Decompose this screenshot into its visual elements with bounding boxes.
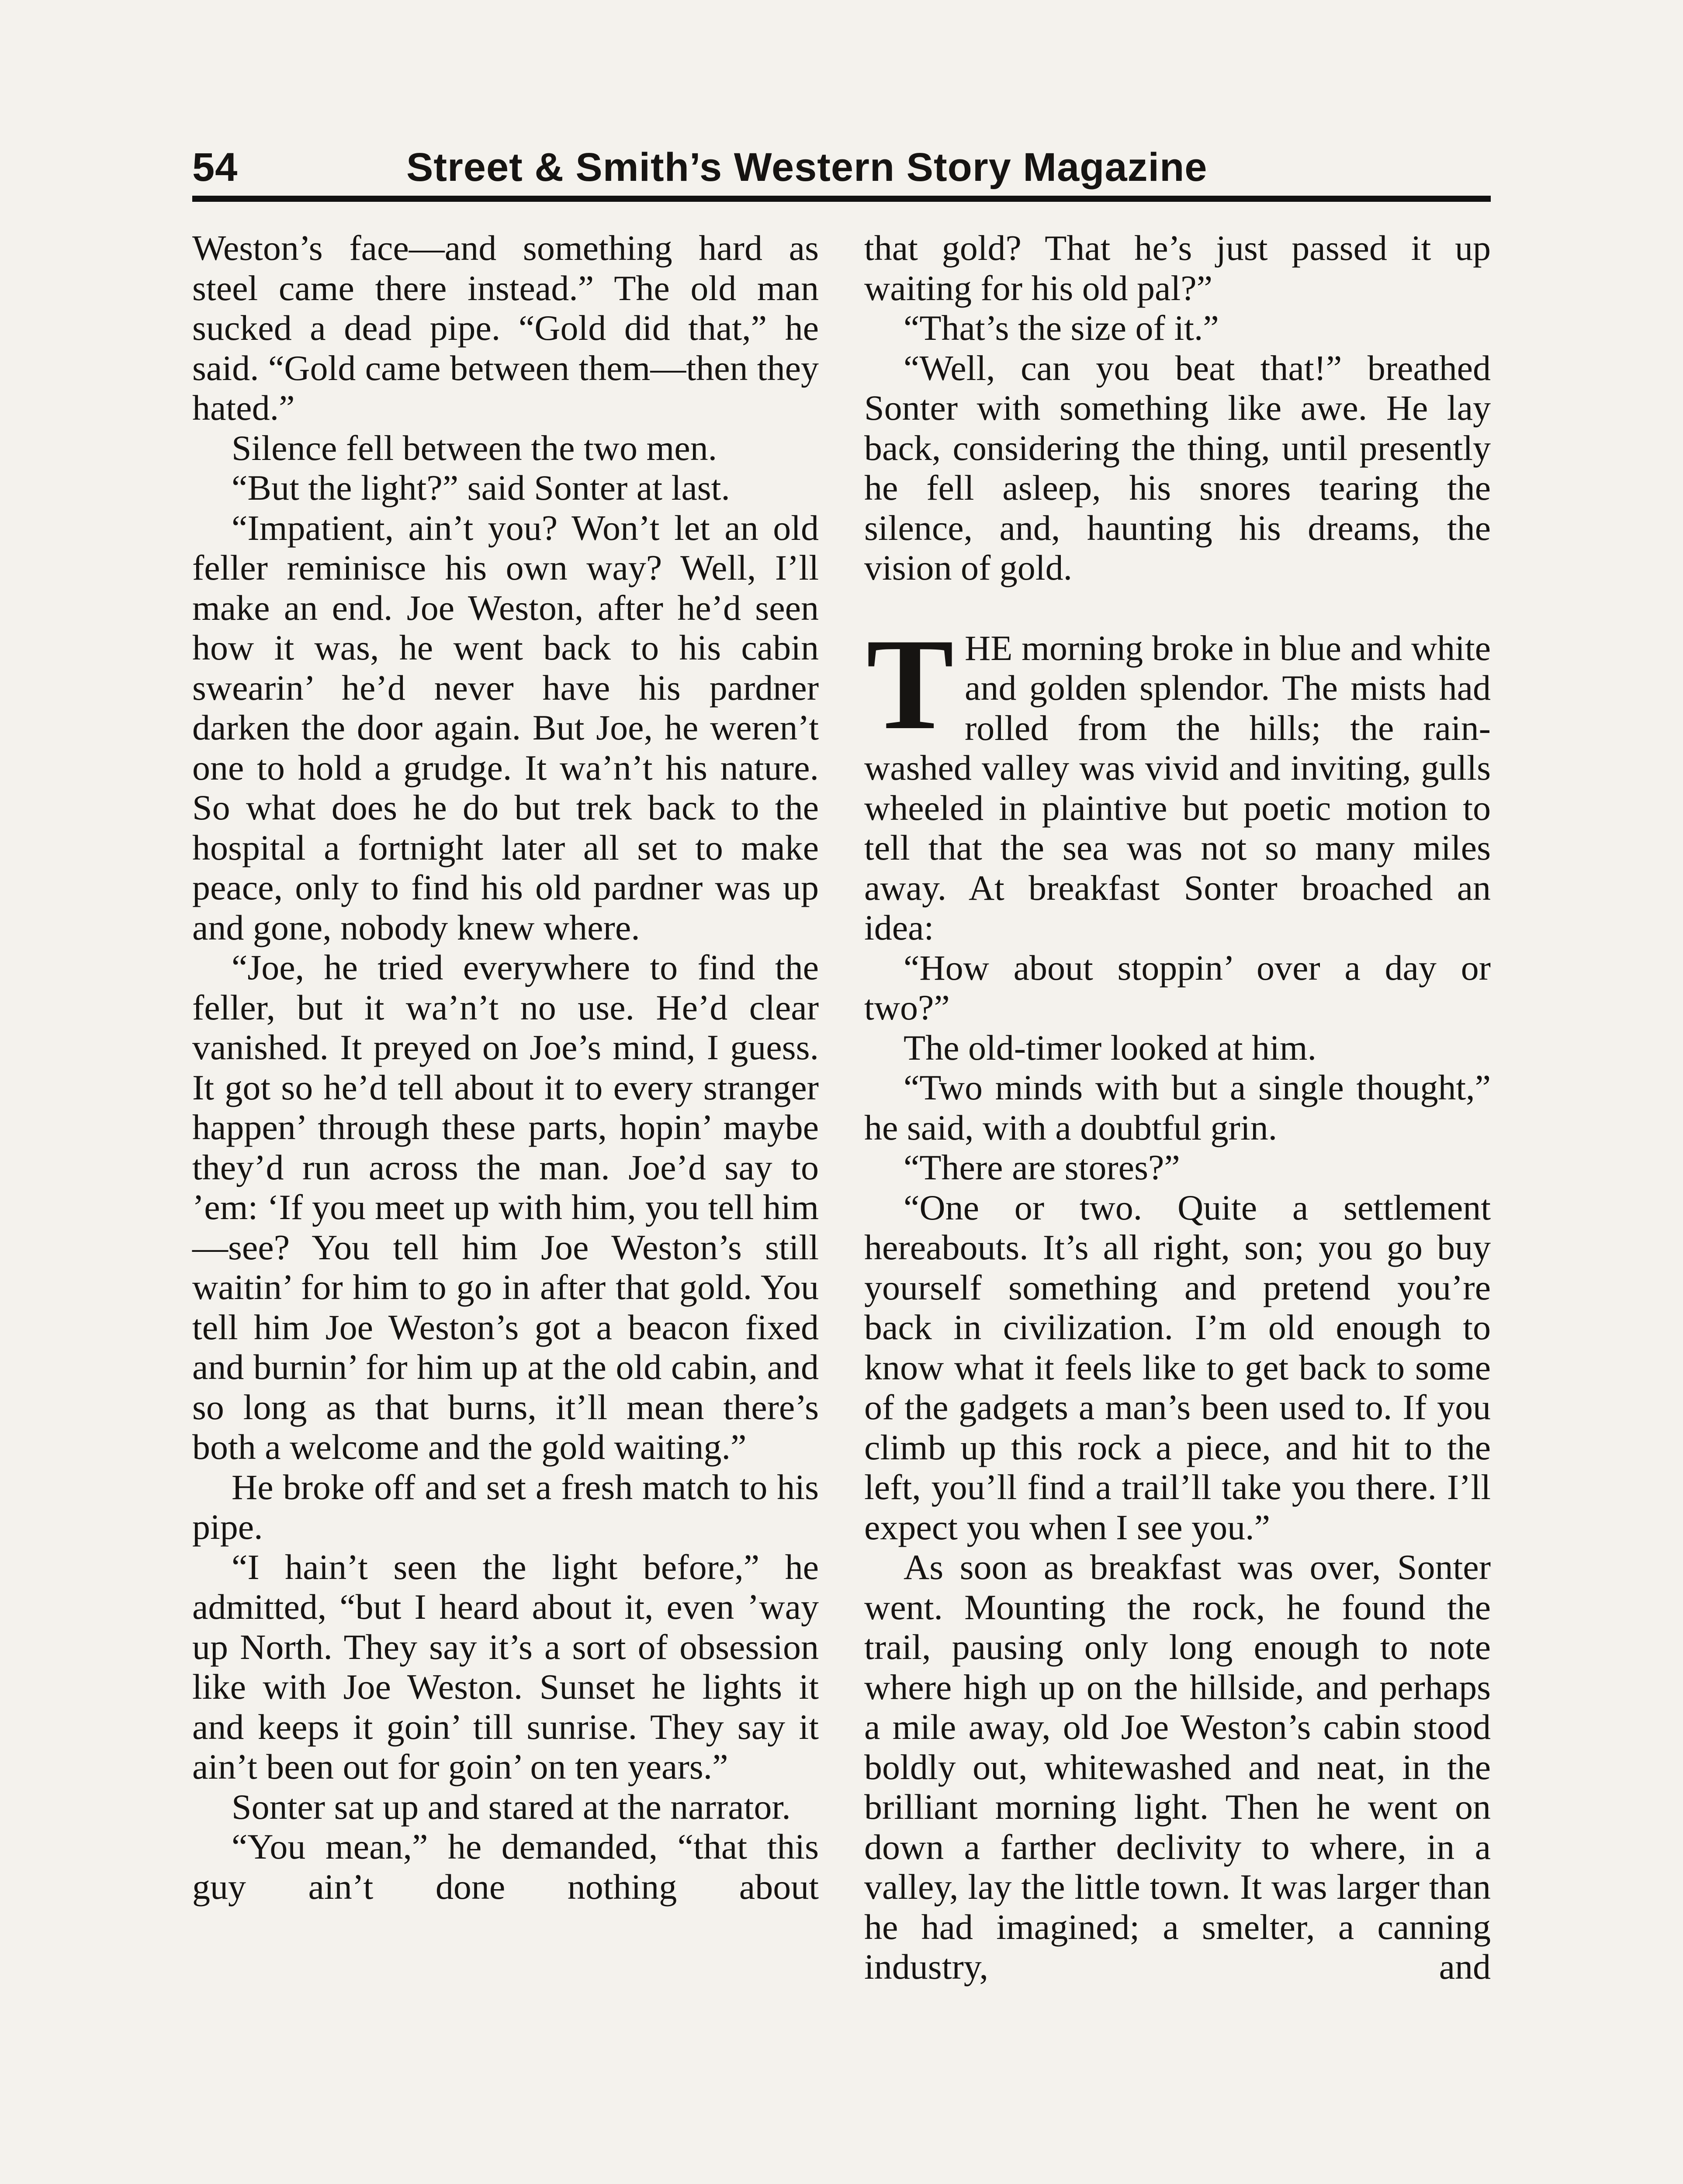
section-opening-text: HE morning broke in blue and white and golden splendor. The mists had rolled from the hills; the rain-washed valley was vivid and inviting, gulls wheeled in plaintive but poetic motion to tell that the sea was not so many miles away. At breakfast Sonter broached an idea: [864, 628, 1491, 947]
paragraph: “Well, can you beat that!” breathed Sonter with something like awe. He lay back, considering the thing, until presently he fell asleep, his snores tearing the silence, and, haunting his dreams, the vision of gold. [864, 348, 1491, 587]
page-number: 54 [192, 145, 238, 190]
right-column [864, 228, 1491, 1987]
paragraph: “Impatient, ain’t you? Won’t let an old feller reminisce his own way? Well, I’ll make an end. Joe Weston, after he’d seen how it was, he went back to his cabin swearin’ he’d never have his pardner darken the door again. But Joe, he weren’t one to hold a grudge. It wa’n’t his nature. So what does he do but trek back to the hospital a fortnight later all set to make peace, only to find his old pardner was up and gone, nobody knew where. [192, 508, 819, 947]
paragraph: that gold? That he’s just passed it up waiting for his old pal?” [864, 228, 1491, 308]
paragraph: “That’s the size of it.” [904, 308, 1219, 348]
paragraph: “There are stores?” [904, 1147, 1180, 1187]
paragraph: Silence fell between the two men. [232, 428, 717, 468]
paragraph: “How about stoppin’ over a day or two?” [864, 947, 1491, 1027]
paragraph: “But the light?” said Sonter at last. [232, 468, 730, 508]
paragraph: “I hain’t seen the light before,” he admitted, “but I heard about it, even ’way up North. They say it’s a sort of obsession like with Joe Weston. Sunset he lights it and keeps it goin’ till sunrise. They say it ain’t been out for goin’ on ten years.” [192, 1547, 819, 1787]
paragraph: “Two minds with but a single thought,” he said, with a doubtful grin. [864, 1068, 1491, 1147]
paragraph: “You mean,” he demanded, “that this guy ain’t done nothing about [192, 1827, 819, 1907]
paragraph: The old-timer looked at him. [904, 1027, 1317, 1068]
running-title: Street & Smith’s Western Story Magazine [406, 145, 1208, 190]
header-rule [192, 196, 1491, 202]
paragraph: Weston’s face—and something hard as steel came there instead.” The old man sucked a dead pipe. “Gold did that,” he said. “Gold came between them—then they hated.” [192, 228, 819, 428]
paragraph: “Joe, he tried everywhere to find the feller, but it wa’n’t no use. He’d clear vanished. It preyed on Joe’s mind, I guess. It got so he’d tell about it to every stranger happen’ through these parts, hopin’ maybe they’d run across the man. Joe’d say to ’em: ‘If you meet up with him, you tell him—see? You tell him Joe Weston’s still waitin’ for him to go in after that gold. You tell him Joe Weston’s got a beacon fixed and burnin’ for him up at the old cabin, and so long as that burns, it’ll mean there’s both a welcome and the gold waiting.” [192, 947, 819, 1467]
paragraph: As soon as breakfast was over, Sonter went. Mounting the rock, he found the trail, pausing only long enough to note where high up on the hillside, and perhaps a mile away, old Joe Weston’s cabin stood boldly out, whitewashed and neat, in the brilliant morning light. Then he went on down a farther declivity to where, in a valley, lay the little town. It was larger than he had imagined; a smelter, a canning industry, and [864, 1547, 1491, 1987]
paragraph: “One or two. Quite a settlement hereabouts. It’s all right, son; you go buy yourself something and pretend you’re back in civilization. I’m old enough to know what it feels like to get back to some of the gadgets a man’s been used to. If you climb up this rock a piece, and hit to the left, you’ll find a trail’ll take you there. I’ll expect you when I see you.” [864, 1187, 1491, 1547]
left-column [192, 228, 819, 1907]
drop-cap: T [866, 611, 954, 757]
section-opening-paragraph [864, 611, 1491, 948]
page-header [192, 139, 1490, 196]
paragraph: Sonter sat up and stared at the narrator. [232, 1787, 791, 1827]
paragraph: He broke off and set a fresh match to his pipe. [192, 1467, 819, 1547]
